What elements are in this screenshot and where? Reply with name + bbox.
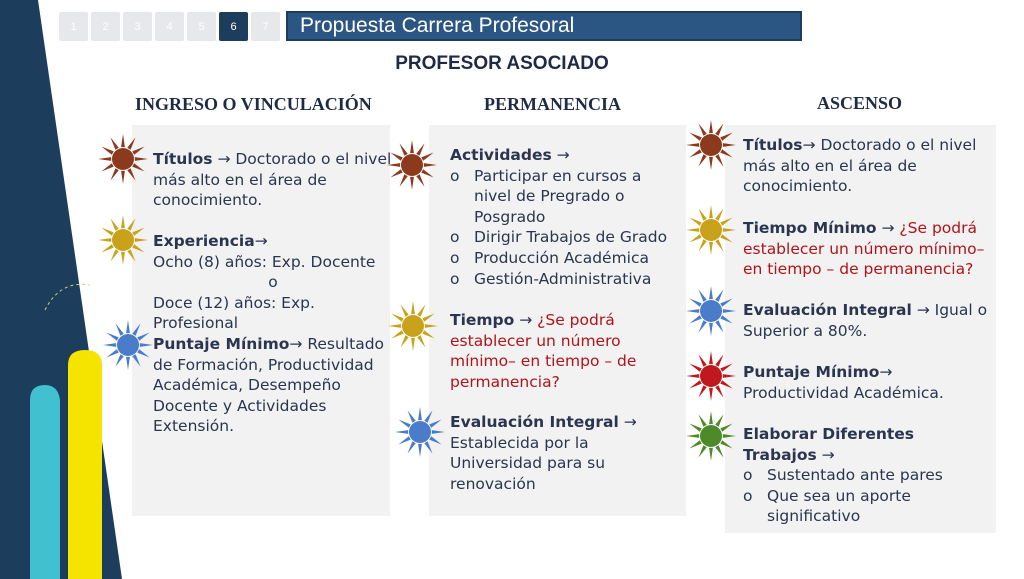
sun-ray [422,330,434,338]
bullet-marker: o [450,248,460,267]
sun-ray [411,301,415,314]
permanencia-tiempo-text: ¿Se podrá establecer un número mínimo– en tiempo – de permanencia? [450,311,637,391]
ascenso-evaluacion-label: Evaluación Integral [743,301,912,319]
ascenso-puntaje-label: Puntaje Mínimo [743,363,880,381]
sun-ray [101,163,113,171]
permanencia-evaluacion-label: Evaluación Integral [450,413,619,431]
sun-ray [410,140,414,153]
sun-ray [720,234,732,242]
sun-ray [418,407,422,420]
sun-ray [395,430,408,434]
sun-ray [429,420,441,428]
sun-ray [432,430,445,434]
tab-5[interactable]: 5 [187,12,216,41]
sun-ray [106,349,118,357]
sun-ray [699,239,707,251]
sun-ray [689,218,701,226]
sun-ray [132,147,144,155]
slide-tabs [59,12,280,42]
sun-ray [720,149,732,157]
sun-ray [709,448,713,461]
sun-ray [98,238,111,242]
sun-ray [126,320,130,333]
sun-ray [720,315,732,323]
ingreso-heading: INGRESO O VINCULACIÓN [135,94,372,114]
sun-ray [699,320,707,332]
ingreso-titulos-text: → Doctorado o el nivel más alto en el área de conocimiento. [153,150,392,210]
sun-ray [410,177,414,190]
sun-ray [723,374,736,378]
sun-ray [429,436,441,444]
sun-ray [121,215,125,228]
sun-ray [421,153,433,161]
sun-ray [723,434,736,438]
sun-ray [720,380,732,388]
ascenso-titulos-text: → Doctorado o el nivel más alto en el área de conocimiento. [743,136,977,196]
sun-ray [720,424,732,432]
permanencia-actividades-label: Actividades [450,146,552,164]
list-item [450,269,682,290]
sun-ray [699,385,707,397]
ascenso-tiempo-label: Tiempo Mínimo [743,219,877,237]
sun-ray [418,444,422,457]
arrow-icon: → [618,413,637,431]
sun-ray [686,434,699,438]
sun-gold-icon [685,204,737,256]
arrow-icon: → [514,311,538,329]
sun-ray [135,238,148,242]
list-item-text: Participar en cursos a nivel de Pregrado o Posgrado [474,166,642,226]
sun-ray [720,299,732,307]
sun-ray [715,154,723,166]
sun-ray [709,323,713,336]
sun-ray [686,143,699,147]
ascenso-puntaje [743,362,963,403]
sun-ray [720,440,732,448]
sun-ray [715,354,723,366]
sun-ray [689,315,701,323]
ascenso-tiempo [743,218,988,280]
tab-7[interactable]: 7 [251,12,280,41]
list-item-text: Sustentado ante pares [767,466,943,485]
ascenso-elaborar-label: Elaborar Diferentes Trabajos [743,425,915,464]
sun-ray [689,364,701,372]
sun-ray [401,335,409,347]
sun-ray [720,133,732,141]
ascenso-titulos-label: Títulos [743,136,803,154]
sun-ray [132,354,140,366]
sun-ray [723,309,736,313]
ascenso-puntaje-text: → Productividad Académica. [743,363,944,402]
permanencia-evaluacion [450,412,680,494]
sun-ray [689,299,701,307]
sun-ray [425,324,438,328]
ingreso-experiencia [153,231,398,334]
tab-1[interactable]: 1 [59,12,88,41]
sun-ray [715,208,723,220]
tab-6[interactable]: 6 [219,12,248,41]
sun-ray [699,354,707,366]
sun-green-icon [685,410,737,462]
sun-ray [689,149,701,157]
sun-ray [127,249,135,261]
sun-ray [98,157,111,161]
sun-ray [709,157,713,170]
sun-ray [408,410,416,422]
sun-ray [111,168,119,180]
decorative-side-graphic [0,0,140,579]
sun-ray [689,234,701,242]
sun-ray [709,411,713,424]
ascenso-evaluacion-text: → Igual o Superior a 80%. [743,301,988,340]
tab-4[interactable]: 4 [155,12,184,41]
sun-ray [689,133,701,141]
sun-ray [715,123,723,135]
sun-ray [137,349,149,357]
sun-ray [723,143,736,147]
ingreso-experiencia-label: Experiencia [153,232,255,250]
bullet-marker: o [450,166,460,185]
sun-ray [121,134,125,147]
sun-ray [411,338,415,351]
sun-ray [699,445,707,457]
sun-ray [132,323,140,335]
sun-ray [417,335,425,347]
sun-ray [140,343,153,347]
sun-ray [121,252,125,265]
sun-ray [723,228,736,232]
sun-ray [101,147,113,155]
sun-ray [398,420,410,428]
sun-ray [135,157,148,161]
sun-brown-icon [386,139,438,191]
sun-ray [132,228,144,236]
ingreso-puntaje-label: Puntaje Mínimo [153,335,290,353]
sun-ray [699,414,707,426]
sun-ray [398,436,410,444]
sun-ray [699,289,707,301]
sun-ray [715,445,723,457]
list-item [450,227,682,248]
list-item [743,486,993,527]
sun-ray [715,289,723,301]
sun-ray [720,364,732,372]
ascenso-evaluacion [743,300,988,341]
sun-blue-icon [394,406,446,458]
sun-ray [709,351,713,364]
ascenso-tiempo-text: ¿Se podrá establecer un número mínimo– en tiempo – de permanencia? [743,219,985,279]
list-item-text: Gestión-Administrativa [474,269,652,288]
bullet-marker: o [743,486,753,505]
permanencia-actividades [450,145,682,289]
ingreso-titulos-label: Títulos [153,150,213,168]
sun-gold-icon [97,214,149,266]
sun-ray [686,228,699,232]
ingreso-experiencia-line1: Ocho (8) años: Exp. Docente [153,252,376,271]
main-heading: PROFESOR ASOCIADO [395,53,609,74]
sun-ray [416,143,424,155]
sun-ray [424,163,437,167]
ascenso-heading: ASCENSO [817,93,903,113]
permanencia-tiempo [450,310,680,392]
ingreso-puntaje [153,334,388,437]
sun-ray [689,440,701,448]
sun-ray [101,244,113,252]
sun-blue-icon [102,319,154,371]
page-title: Propuesta Carrera Profesoral [286,11,802,41]
sun-ray [709,120,713,133]
sun-ray [106,333,118,341]
arrow-icon: → [876,219,900,237]
sun-ray [408,441,416,453]
list-item-text: Producción Académica [474,248,649,267]
sun-ray [720,218,732,226]
sun-red-icon [685,350,737,402]
sun-ray [121,171,125,184]
sun-ray [111,249,119,261]
sun-ray [101,228,113,236]
arrow-icon: → [254,232,268,250]
ingreso-experiencia-or: o [268,273,278,292]
ascenso-elaborar [743,424,993,527]
sun-ray [103,343,116,347]
sun-ray [699,208,707,220]
sun-ray [689,424,701,432]
sun-ray [709,286,713,299]
sun-ray [417,304,425,316]
sun-ray [132,244,144,252]
permanencia-heading: PERMANENCIA [484,94,621,114]
sun-ray [127,218,135,230]
sun-ray [137,333,149,341]
sun-ray [111,218,119,230]
sun-ray [421,169,433,177]
sun-ray [424,410,432,422]
bullet-marker: o [450,269,460,288]
sun-brown-icon [97,133,149,185]
sun-ray [709,205,713,218]
sun-ray [424,441,432,453]
ingreso-puntaje-text: → Resultado de Formación, Productividad Académica, Desempeño Docente y Actividades Extensión. [153,335,385,436]
sun-ray [715,239,723,251]
bullet-marker: o [450,228,460,247]
permanencia-evaluacion-text: Establecida por la Universidad para su renovación [450,433,606,493]
tab-2[interactable]: 2 [91,12,120,41]
sun-ray [401,304,409,316]
sun-ray [699,123,707,135]
list-item [450,166,682,228]
ingreso-experiencia-line2: Doce (12) años: Exp. Profesional [153,293,315,333]
sun-ray [715,385,723,397]
sun-ray [715,320,723,332]
sun-ray [116,323,124,335]
sun-ray [422,314,434,322]
sun-ray [689,380,701,388]
sun-ray [715,414,723,426]
arrow-icon: → [551,146,570,164]
sun-ray [686,309,699,313]
list-item [450,248,682,269]
bullet-marker: o [743,466,753,485]
sun-ray [116,354,124,366]
sun-ray [416,174,424,186]
sun-ray [132,163,144,171]
sun-ray [126,357,130,370]
sun-ray [709,388,713,401]
sun-brown-icon [685,119,737,171]
sun-ray [686,374,699,378]
sun-ray [699,154,707,166]
tab-3[interactable]: 3 [123,12,152,41]
sun-ray [400,143,408,155]
permanencia-tiempo-label: Tiempo [450,311,515,329]
sun-ray [400,174,408,186]
sun-blue-icon [685,285,737,337]
list-item-text: Que sea un aporte significativo [767,486,911,526]
ascenso-titulos [743,135,988,197]
ingreso-titulos [153,149,393,211]
sun-ray [709,242,713,255]
sun-ray [127,137,135,149]
list-item-text: Dirigir Trabajos de Grado [474,228,668,247]
list-item [743,465,993,486]
arrow-icon: → [816,445,835,464]
sun-ray [111,137,119,149]
sun-ray [127,168,135,180]
